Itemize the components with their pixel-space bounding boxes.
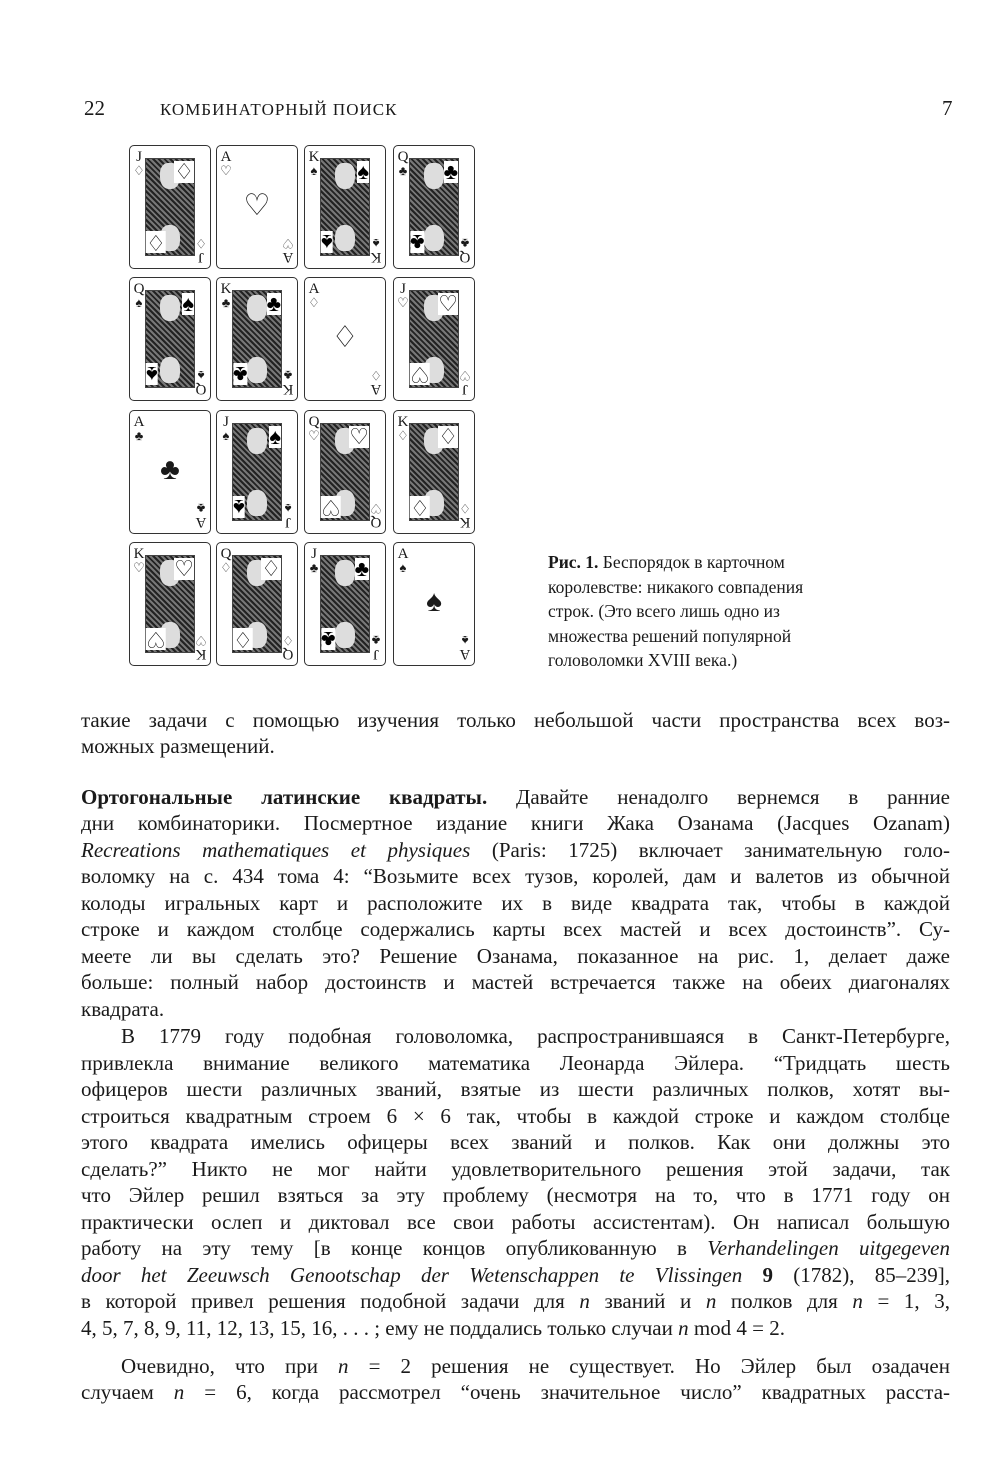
suit-icon: ♡ <box>438 291 458 316</box>
text-line <box>81 1288 950 1314</box>
suit-icon: ♣ <box>460 236 470 251</box>
suit-icon: ♠ <box>135 295 143 310</box>
suit-icon: ♡ <box>243 189 271 222</box>
court-figure <box>409 158 459 256</box>
card-index <box>220 282 232 310</box>
text-line <box>81 1235 950 1261</box>
text-line <box>81 890 950 916</box>
caption-line: головоломки XVIII века.) <box>548 650 738 670</box>
suit-icon: ♣ <box>134 428 144 443</box>
card-index <box>397 150 409 178</box>
suit-icon: ♡ <box>133 560 145 575</box>
text-line <box>81 837 950 863</box>
suit-icon: ♡ <box>308 428 320 443</box>
card-index <box>133 282 145 310</box>
bold-text: 9 <box>762 1263 774 1287</box>
text-line <box>81 916 950 942</box>
text-segment: = 1, 3, <box>862 1289 950 1313</box>
playing-card <box>393 542 475 666</box>
text-line <box>121 1353 950 1379</box>
suit-icon: ♣ <box>221 295 231 310</box>
italic-text: Recreations mathematiques et physiques <box>81 838 471 862</box>
card-index <box>308 415 320 443</box>
text-segment: практически ослеп и диктовал все свои работы ассистентам). Он написал большую <box>81 1210 950 1234</box>
text-segment: больше: полный набор достоинств и мастей встречается также на обеих диагоналях <box>81 970 950 994</box>
text-segment: полков для <box>716 1289 853 1313</box>
page-number: 22 <box>84 96 105 120</box>
suit-icon: ♠ <box>197 368 205 383</box>
text-line <box>81 1182 950 1208</box>
caption-line: строк. (Это всего лишь одно из <box>548 601 780 621</box>
card-rank: A <box>195 514 207 530</box>
text-line <box>81 1076 950 1102</box>
card-rank: Q <box>459 249 471 265</box>
suit-icon: ♡ <box>321 495 341 520</box>
text-line <box>81 1103 950 1129</box>
card-index <box>220 415 232 443</box>
card-rank: Q <box>308 414 320 430</box>
card-rank: K <box>282 381 294 397</box>
card-rank: A <box>282 249 294 265</box>
court-figure <box>409 423 459 521</box>
card-rank: A <box>397 546 409 562</box>
suit-icon: ♠ <box>269 424 281 449</box>
card-rank: Q <box>220 546 232 562</box>
card-index <box>220 150 232 178</box>
card-index <box>459 633 471 661</box>
text-line <box>81 943 950 969</box>
card-rank: K <box>308 149 320 165</box>
suit-icon: ♢ <box>282 633 294 648</box>
playing-card <box>393 145 475 269</box>
playing-card <box>129 542 211 666</box>
suit-icon: ♣ <box>371 633 381 648</box>
suit-icon: ♡ <box>397 295 409 310</box>
court-figure <box>320 555 370 653</box>
suit-icon: ♢ <box>331 321 359 354</box>
card-index <box>133 415 145 443</box>
suit-icon: ♡ <box>174 556 194 581</box>
card-rank: Q <box>195 381 207 397</box>
court-figure <box>145 158 195 256</box>
suit-icon: ♢ <box>233 627 253 652</box>
suit-icon: ♠ <box>461 633 469 648</box>
italic-text: n <box>678 1316 689 1340</box>
suit-icon: ♣ <box>266 291 281 316</box>
card-index <box>195 633 207 661</box>
suit-icon: ♠ <box>146 362 158 387</box>
playing-card <box>216 277 298 401</box>
suit-icon: ♠ <box>233 495 245 520</box>
text-segment: званий и <box>589 1289 706 1313</box>
suit-icon: ♠ <box>284 501 292 516</box>
suit-icon: ♢ <box>146 230 166 255</box>
card-rank: Q <box>282 646 294 662</box>
suit-icon: ♢ <box>410 495 430 520</box>
italic-text: Verhandelingen uitgegeven <box>707 1236 950 1260</box>
card-index <box>397 415 409 443</box>
text-segment: = 6, когда рассмотрел “очень значительное число” квадратных расста- <box>184 1380 951 1404</box>
text-segment: квадрата. <box>81 997 165 1021</box>
suit-icon: ♣ <box>233 362 248 387</box>
italic-text: n <box>705 1289 717 1313</box>
caption-label: Рис. 1. <box>548 552 599 572</box>
text-line <box>81 1209 950 1235</box>
text-line <box>81 1315 950 1341</box>
text-line <box>81 707 950 733</box>
card-rank: J <box>223 414 229 430</box>
playing-card <box>129 410 211 534</box>
suit-icon: ♠ <box>426 585 442 618</box>
text-segment: mod 4 = 2. <box>688 1316 786 1340</box>
card-index <box>308 547 320 575</box>
card-rank: K <box>370 249 382 265</box>
suit-icon: ♢ <box>308 295 320 310</box>
card-index <box>459 501 471 529</box>
suit-icon: ♠ <box>372 236 380 251</box>
text-segment: строке и каждом столбце содержались карты всех мастей и всех достоинств”. Су- <box>81 917 950 941</box>
card-index <box>370 368 382 396</box>
card-rank: K <box>133 546 145 562</box>
card-rank: Q <box>370 514 382 530</box>
playing-card <box>216 410 298 534</box>
court-figure <box>409 290 459 388</box>
suit-icon: ♡ <box>370 501 382 516</box>
card-rank: J <box>400 281 406 297</box>
card-index <box>282 501 294 529</box>
suit-icon: ♣ <box>321 627 336 652</box>
suit-icon: ♣ <box>196 501 206 516</box>
suit-icon: ♢ <box>370 368 382 383</box>
text-line <box>81 1050 950 1076</box>
italic-text: n <box>173 1380 185 1404</box>
text-line <box>81 863 950 889</box>
card-rank: K <box>459 514 471 530</box>
text-segment: работу на эту тему [в конце концов опубликованную в <box>81 1236 708 1260</box>
card-index <box>220 547 232 575</box>
card-rank: A <box>220 149 232 165</box>
card-rank: Q <box>133 281 145 297</box>
court-figure <box>145 290 195 388</box>
italic-text: n <box>338 1354 349 1378</box>
running-title: КОМБИНАТОРНЫЙ ПОИСК <box>160 100 398 119</box>
suit-icon: ♠ <box>357 159 369 184</box>
card-rank: A <box>133 414 145 430</box>
suit-icon: ♢ <box>261 556 281 581</box>
playing-card <box>304 277 386 401</box>
text-segment: В 1779 году подобная головоломка, распространившаяся в Санкт-Петербурге, <box>121 1024 950 1048</box>
text-segment: = 2 решения не существует. Но Эйлер был озадачен <box>348 1354 950 1378</box>
text-line <box>81 810 950 836</box>
suit-icon: ♠ <box>222 428 230 443</box>
playing-card <box>393 410 475 534</box>
suit-icon: ♢ <box>195 236 207 251</box>
card-rank: J <box>373 646 379 662</box>
card-index <box>370 633 382 661</box>
suit-icon: ♣ <box>354 556 369 581</box>
section-number: 7 <box>942 96 953 120</box>
suit-icon: ♣ <box>443 159 458 184</box>
text-segment: воломку на с. 434 тома 4: “Возьмите всех тузов, королей, дам и валетов из обычной <box>81 864 950 888</box>
suit-icon: ♠ <box>321 230 333 255</box>
text-segment: случаем <box>81 1380 174 1404</box>
text-segment: (1782), 85–239], <box>773 1263 951 1287</box>
card-index <box>133 547 145 575</box>
text-line <box>121 1023 950 1049</box>
text-segment: можных размещений. <box>81 734 275 758</box>
playing-card <box>304 410 386 534</box>
text-segment: строиться квадратным строем 6 × 6 так, чтобы в каждой строке и каждом столбце <box>81 1104 950 1128</box>
card-index <box>195 368 207 396</box>
card-rank: J <box>462 381 468 397</box>
suit-icon: ♢ <box>397 428 409 443</box>
court-figure <box>232 423 282 521</box>
card-index <box>370 501 382 529</box>
card-index <box>459 368 471 396</box>
text-line <box>81 1129 950 1155</box>
court-figure <box>232 290 282 388</box>
suit-icon: ♢ <box>438 424 458 449</box>
text-line <box>81 1379 950 1405</box>
card-rank: K <box>220 281 232 297</box>
suit-icon: ♣ <box>398 163 408 178</box>
suit-icon: ♡ <box>146 627 166 652</box>
suit-icon: ♢ <box>174 159 194 184</box>
text-line <box>81 1156 950 1182</box>
card-index <box>133 150 145 178</box>
italic-text: n <box>852 1289 863 1313</box>
suit-icon: ♣ <box>309 560 319 575</box>
text-segment: привлекла внимание великого математика Леонарда Эйлера. “Тридцать шесть <box>81 1051 950 1075</box>
suit-icon: ♢ <box>133 163 145 178</box>
playing-card <box>393 277 475 401</box>
card-index <box>308 282 320 310</box>
playing-card <box>216 542 298 666</box>
suit-icon: ♠ <box>310 163 318 178</box>
text-segment: колоды игральных карт и расположите их в виде квадрата так, чтобы в каждой <box>81 891 950 915</box>
bold-text: Ортогональные латинские квадраты. <box>81 785 488 809</box>
suit-icon: ♡ <box>349 424 369 449</box>
card-rank: A <box>459 646 471 662</box>
card-rank: Q <box>397 149 409 165</box>
text-segment <box>742 1263 762 1287</box>
card-index <box>282 633 294 661</box>
caption-line: королевстве: никакого совпадения <box>548 576 804 597</box>
figure-caption <box>548 550 908 673</box>
suit-icon: ♣ <box>283 368 293 383</box>
card-rank: J <box>285 514 291 530</box>
court-figure <box>320 423 370 521</box>
court-figure <box>232 555 282 653</box>
suit-icon: ♡ <box>282 236 294 251</box>
text-line <box>81 1262 950 1288</box>
suit-icon: ♣ <box>160 453 180 486</box>
suit-icon: ♢ <box>459 501 471 516</box>
card-index <box>370 236 382 264</box>
text-line <box>81 784 950 810</box>
card-rank: J <box>311 546 317 562</box>
card-index <box>397 282 409 310</box>
text-segment: офицеров шести различных званий, взятые из шести различных полков, хотят вы- <box>81 1077 950 1101</box>
court-figure <box>320 158 370 256</box>
card-index <box>459 236 471 264</box>
text-segment: что Эйлер решил взяться за эту проблему (несмотря на то, что в 1771 году он <box>81 1183 950 1207</box>
court-figure <box>145 555 195 653</box>
suit-icon: ♣ <box>410 230 425 255</box>
card-index <box>195 236 207 264</box>
suit-icon: ♡ <box>410 362 430 387</box>
text-segment: Давайте ненадолго вернемся в ранние <box>487 785 951 809</box>
text-segment: такие задачи с помощью изучения только небольшой части пространства всех воз- <box>81 708 950 732</box>
playing-card <box>129 145 211 269</box>
card-rank: A <box>370 381 382 397</box>
card-index <box>282 236 294 264</box>
suit-icon: ♡ <box>220 163 232 178</box>
text-line <box>81 733 950 759</box>
text-segment: меете ли вы сделать это? Решение Озанама, показанное на рис. 1, делает даже <box>81 944 950 968</box>
italic-text: door het Zeeuwsch Genootschap der Wetenschappen te Vlissingen <box>81 1263 743 1287</box>
card-index <box>308 150 320 178</box>
playing-card <box>304 542 386 666</box>
italic-text: n <box>579 1289 590 1313</box>
caption-line: Беспорядок в карточном <box>602 552 785 572</box>
playing-card <box>129 277 211 401</box>
text-segment: (Paris: 1725) включает занимательную голо- <box>470 838 950 862</box>
suit-icon: ♠ <box>182 291 194 316</box>
text-line <box>81 996 950 1022</box>
suit-icon: ♡ <box>459 368 471 383</box>
text-segment: сделать?” Никто не мог найти удовлетворительного решения этой задачи, так <box>81 1157 950 1181</box>
text-segment: Очевидно, что при <box>121 1354 339 1378</box>
playing-card <box>304 145 386 269</box>
text-segment: дни комбинаторики. Посмертное издание книги Жака Озанама (Jacques Ozanam) <box>81 811 950 835</box>
text-line <box>81 969 950 995</box>
suit-icon: ♠ <box>399 560 407 575</box>
card-rank: K <box>397 414 409 430</box>
suit-icon: ♢ <box>220 560 232 575</box>
card-index <box>195 501 207 529</box>
card-rank: K <box>195 646 207 662</box>
text-segment: в которой привел решения подобной задачи для <box>81 1289 580 1313</box>
card-rank: A <box>308 281 320 297</box>
text-segment: 4, 5, 7, 8, 9, 11, 12, 13, 15, 16, . . . ; ему не поддались только случаи <box>81 1316 679 1340</box>
suit-icon: ♡ <box>195 633 207 648</box>
text-segment: этого квадрата имелись офицеры всех званий и полков. Как они должны это <box>81 1130 950 1154</box>
card-rank: J <box>198 249 204 265</box>
card-rank: J <box>136 149 142 165</box>
caption-line: множества решений популярной <box>548 625 792 646</box>
playing-card <box>216 145 298 269</box>
card-index <box>282 368 294 396</box>
card-index <box>397 547 409 575</box>
